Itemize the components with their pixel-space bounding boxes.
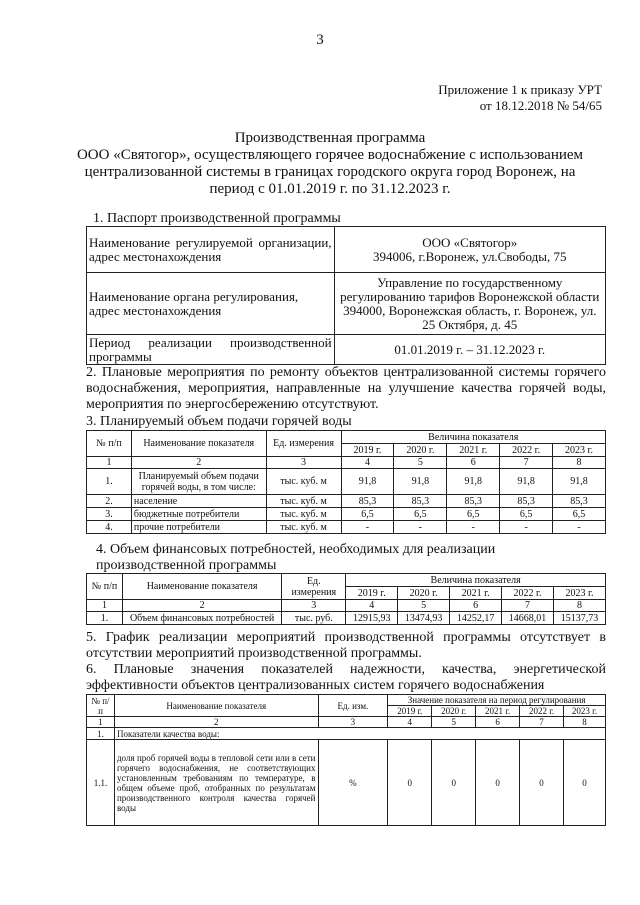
- column-number: 7: [502, 600, 554, 612]
- row-value: 0: [388, 740, 432, 826]
- row-value: -: [394, 521, 447, 534]
- row-value: 85,3: [394, 495, 447, 508]
- header-name: Наименование показателя: [114, 695, 318, 717]
- column-number: 4: [341, 457, 394, 469]
- title-line-2: ООО «Святогор», осуществляющего горячее водоснабжение с использованием: [76, 147, 584, 163]
- column-number-row: [87, 600, 606, 612]
- column-number: 1: [87, 600, 123, 612]
- header-num: № п/п: [87, 574, 123, 600]
- row-num: 1.: [87, 728, 115, 740]
- row-value: 6,5: [394, 508, 447, 521]
- header-unit: Ед. изм.: [318, 695, 388, 717]
- section2-text: 2. Плановые мероприятия по ремонту объектов централизованной системы горячего водоснабжения, мероприятия, направленные на улучшение качества горячей воды, мероприятия по энергосбережению отсутствуют.: [86, 365, 606, 412]
- org-address: 394006, г.Воронеж, ул.Свободы, 75: [373, 248, 567, 264]
- row-unit: тыс. куб. м: [266, 469, 341, 495]
- passport-table: [86, 226, 606, 365]
- column-number: 3: [318, 717, 388, 728]
- row-unit: тыс. куб. м: [266, 521, 341, 534]
- row-value: 91,8: [394, 469, 447, 495]
- header-year: 2022 г.: [520, 706, 564, 717]
- org-name: ООО «Святогор»: [422, 234, 518, 250]
- row-name: доля проб горячей воды в тепловой сети или в сети горячего водоснабжения, не соответствующих установленным требованиям по температуре, в общем объеме проб, отобранных по результатам производственного контроля качества горячей воды: [114, 740, 318, 826]
- header-unit: Ед. измерения: [266, 431, 341, 457]
- row-value: 91,8: [500, 469, 553, 495]
- header-year: 2020 г.: [432, 706, 476, 717]
- table-row: [87, 521, 606, 534]
- column-number: 7: [500, 457, 553, 469]
- row-value: 91,8: [341, 469, 394, 495]
- header-year: 2020 г.: [398, 587, 450, 600]
- row-unit: %: [318, 740, 388, 826]
- column-number: 7: [520, 717, 564, 728]
- row-value: 0: [520, 740, 564, 826]
- header-num: № п/п: [87, 695, 115, 717]
- row-value: 13474,93: [398, 612, 450, 625]
- volume-table: [86, 430, 606, 534]
- column-number: 2: [122, 600, 281, 612]
- header-year: 2022 г.: [502, 587, 554, 600]
- header-year: 2021 г.: [476, 706, 520, 717]
- column-number-row: [87, 717, 606, 728]
- row-value: 14252,17: [450, 612, 502, 625]
- column-number: 6: [447, 457, 500, 469]
- header-year: 2019 г.: [341, 444, 394, 457]
- column-number: 2: [114, 717, 318, 728]
- quality-table: [86, 694, 606, 826]
- row-num: 4.: [87, 521, 132, 534]
- section6-heading: 6. Плановые значения показателей надежности, качества, энергетической эффективности объектов централизованных систем горячего водоснабжения: [86, 662, 606, 693]
- table-row: [87, 495, 606, 508]
- header-year: 2022 г.: [500, 444, 553, 457]
- row-value: 14668,01: [502, 612, 554, 625]
- passport-label: Наименование органа регулирования, адрес местонахождения: [87, 273, 335, 335]
- row-unit: тыс. куб. м: [266, 508, 341, 521]
- table-row: [87, 508, 606, 521]
- passport-row-org: [87, 227, 606, 273]
- column-number: 6: [450, 600, 502, 612]
- column-number: 2: [131, 457, 266, 469]
- section3-heading: 3. Планируемый объем подачи горячей воды: [86, 414, 352, 429]
- column-number: 1: [87, 457, 132, 469]
- header-value: Значение показателя на период регулирования: [388, 695, 606, 706]
- column-number: 6: [476, 717, 520, 728]
- appendix-line-2: от 18.12.2018 № 54/65: [479, 98, 602, 113]
- header-year: 2021 г.: [447, 444, 500, 457]
- header-value: Величина показателя: [341, 431, 606, 444]
- table-row: [87, 469, 606, 495]
- header-name: Наименование показателя: [131, 431, 266, 457]
- column-number: 8: [553, 457, 606, 469]
- header-year: 2020 г.: [394, 444, 447, 457]
- row-value: 6,5: [500, 508, 553, 521]
- row-num: 3.: [87, 508, 132, 521]
- row-value: -: [447, 521, 500, 534]
- finance-table: [86, 573, 606, 625]
- row-value: 12915,93: [346, 612, 398, 625]
- column-number: 4: [388, 717, 432, 728]
- row-value: 0: [564, 740, 606, 826]
- row-num: 2.: [87, 495, 132, 508]
- column-number: 4: [346, 600, 398, 612]
- title-line-1: Производственная программа: [234, 130, 426, 146]
- page-number: 3: [316, 32, 324, 48]
- group-row: [87, 728, 606, 740]
- table-row: [87, 612, 606, 625]
- header-name: Наименование показателя: [122, 574, 281, 600]
- header-num: № п/п: [87, 431, 132, 457]
- row-value: 85,3: [447, 495, 500, 508]
- group-name: Показатели качества воды:: [114, 728, 605, 740]
- row-name: бюджетные потребители: [131, 508, 266, 521]
- column-number: 3: [266, 457, 341, 469]
- column-number: 5: [398, 600, 450, 612]
- column-number-row: [87, 457, 606, 469]
- row-value: 6,5: [553, 508, 606, 521]
- row-value: 85,3: [341, 495, 394, 508]
- row-name: Объем финансовых потребностей: [122, 612, 281, 625]
- row-unit: тыс. куб. м: [266, 495, 341, 508]
- appendix-line-1: Приложение 1 к приказу УРТ: [438, 82, 602, 97]
- row-value: 6,5: [447, 508, 500, 521]
- column-number: 8: [554, 600, 606, 612]
- row-value: -: [553, 521, 606, 534]
- row-name: прочие потребители: [131, 521, 266, 534]
- column-number: 8: [564, 717, 606, 728]
- row-name: Планируемый объем подачи горячей воды, в том числе:: [131, 469, 266, 495]
- column-number: 5: [394, 457, 447, 469]
- row-value: -: [341, 521, 394, 534]
- row-value: 15137,73: [554, 612, 606, 625]
- row-num: 1.: [87, 469, 132, 495]
- row-value: 85,3: [500, 495, 553, 508]
- row-value: 0: [432, 740, 476, 826]
- row-num: 1.: [87, 612, 123, 625]
- header-year: 2019 г.: [388, 706, 432, 717]
- passport-row-period: [87, 335, 606, 365]
- row-value: -: [500, 521, 553, 534]
- document-title: [60, 130, 600, 198]
- row-num: 1.1.: [87, 740, 115, 826]
- passport-value: 01.01.2019 г. – 31.12.2023 г.: [334, 335, 605, 365]
- section4-heading: 4. Объем финансовых потребностей, необходимых для реализации производственной программы: [96, 542, 496, 573]
- passport-value: [334, 227, 605, 273]
- passport-label: Наименование регулируемой организации, адрес местонахождения: [87, 227, 335, 273]
- column-number: 5: [432, 717, 476, 728]
- header-year: 2021 г.: [450, 587, 502, 600]
- title-line-4: период с 01.01.2019 г. по 31.12.2023 г.: [209, 181, 451, 197]
- section1-heading: 1. Паспорт производственной программы: [93, 211, 341, 226]
- row-unit: тыс. руб.: [282, 612, 346, 625]
- header-year: 2023 г.: [553, 444, 606, 457]
- passport-label: Период реализации производственной программы: [87, 335, 335, 365]
- passport-value: Управление по государственному регулированию тарифов Воронежской области 394000, Воронежская область, г. Воронеж, ул. 25 Октября, д. 45: [334, 273, 605, 335]
- header-year: 2019 г.: [346, 587, 398, 600]
- title-line-3: централизованной системы в границах городского округа город Воронеж, на: [84, 164, 576, 180]
- header-year: 2023 г.: [564, 706, 606, 717]
- header-year: 2023 г.: [554, 587, 606, 600]
- row-value: 85,3: [553, 495, 606, 508]
- row-value: 0: [476, 740, 520, 826]
- table-row: [87, 740, 606, 826]
- header-unit: Ед. измерения: [282, 574, 346, 600]
- row-value: 6,5: [341, 508, 394, 521]
- column-number: 1: [87, 717, 115, 728]
- row-value: 91,8: [553, 469, 606, 495]
- row-name: население: [131, 495, 266, 508]
- passport-row-regulator: [87, 273, 606, 335]
- section5-text: 5. График реализации мероприятий производственной программы отсутствует в отсутствии мероприятий производственной программы.: [86, 630, 606, 661]
- row-value: 91,8: [447, 469, 500, 495]
- header-value: Величина показателя: [346, 574, 606, 587]
- appendix-note: [438, 82, 602, 114]
- column-number: 3: [282, 600, 346, 612]
